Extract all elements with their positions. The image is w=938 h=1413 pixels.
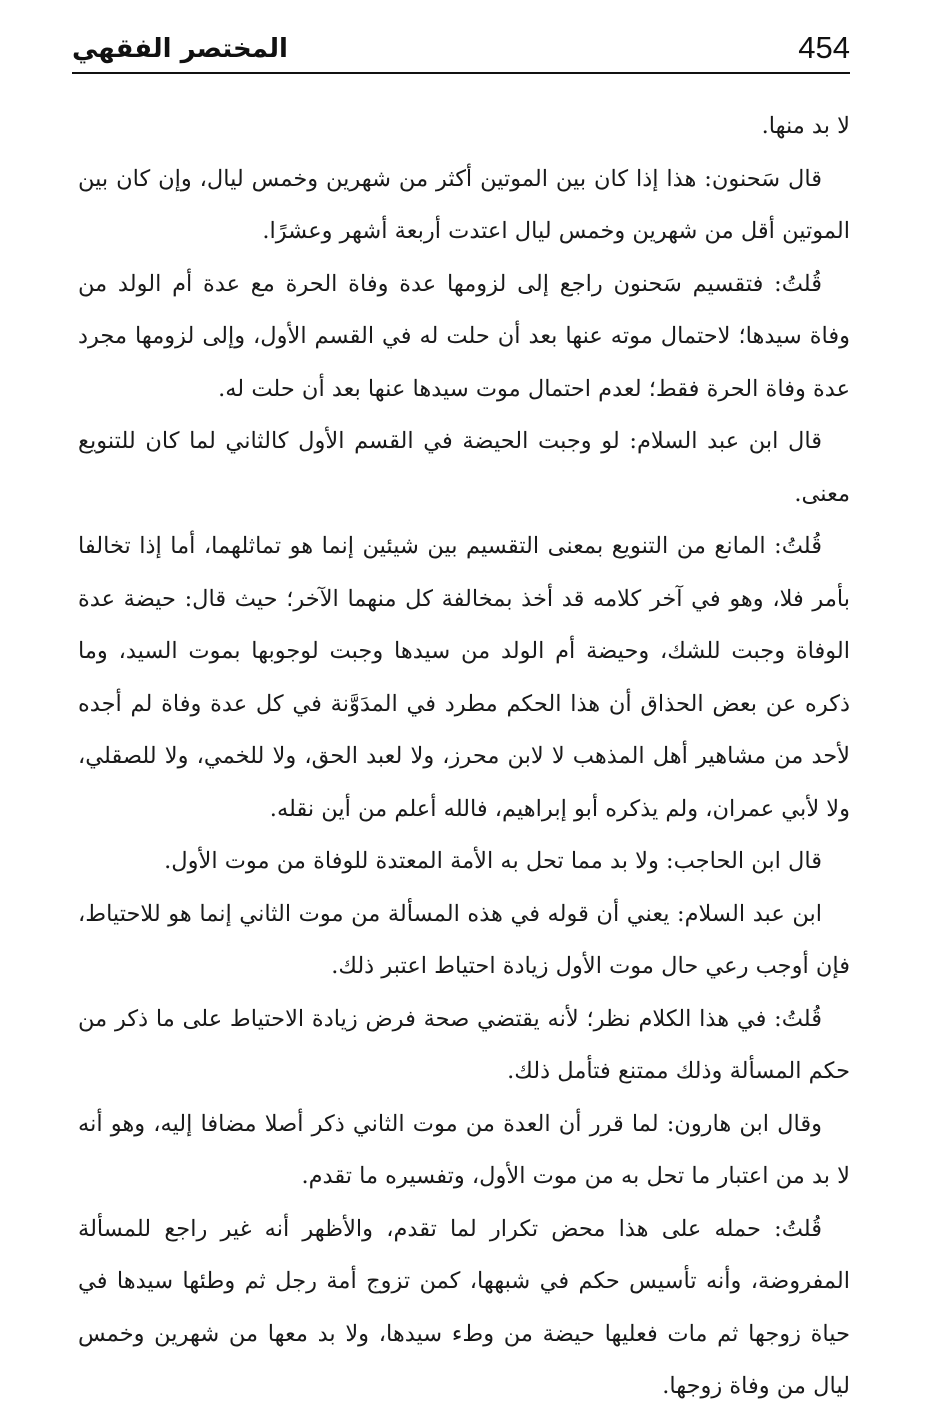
paragraph-ibn-harun: وقال ابن هارون: لما قرر أن العدة من موت الثاني ذكر أصلا مضافا إليه، وهو أنه لا بد من اعتبار ما تحل به من موت الأول، وتفسيره ما تقدم. (78, 1110, 850, 1189)
paragraph-qultu-4: قُلتُ: حمله على هذا محض تكرار لما تقدم، والأظهر أنه غير راجع للمسألة المفروضة، وأنه تأسيس حكم في شبهها، كمن تزوج أمة رجل ثم وطئها سيدها في حياة زوجها ثم مات فعليها حيضة من وطء سيدها، ولا بد معها من شهرين وخمس ليال من وفاة زوجها. (78, 1215, 850, 1399)
paragraph-ibn-alhajib: قال ابن الحاجب: ولا بد مما تحل به الأمة المعتدة للوفاة من موت الأول. (164, 848, 822, 874)
paragraph-qultu-1: قُلتُ: فتقسيم سَحنون راجع إلى لزومها عدة وفاة الحرة مع عدة أم الولد من وفاة سيدها؛ لاحتمال موته عنها بعد أن حلت له في القسم الأول، وإلى لزومها مجرد عدة وفاة الحرة فقط؛ لعدم احتمال موت سيدها عنها بعد أن حلت له. (78, 270, 850, 402)
paragraph-continuation: لا بد منها. (761, 113, 850, 139)
running-title: المختصر الفقهي (72, 34, 288, 64)
paragraph-ibn-abd-alsalam-1: قال ابن عبد السلام: لو وجبت الحيضة في القسم الأول كالثاني لما كان للتنويع معنى. (78, 428, 850, 507)
main-text (78, 100, 850, 1413)
page-header (72, 28, 850, 74)
header-divider (72, 72, 850, 74)
paragraph-qultu-2: قُلتُ: المانع من التنويع بمعنى التقسيم بين شيئين إنما هو تماثلهما، أما إذا تخالفا بأمر فلا، وهو في آخر كلامه قد أخذ بمخالفة كل منهما الآخر؛ حيث قال: حيضة عدة الوفاة وجبت للشك، وحيضة أم الولد من سيدها وجبت لوجوبها بموت السيد، وما ذكره عن بعض الحذاق أن هذا الحكم مطرد في المدَوَّنة في كل عدة وفاة لم أجده لأحد من مشاهير أهل المذهب لا لابن محرز، ولا لعبد الحق، ولا للخمي، ولا للصقلي، ولا لأبي عمران، ولم يذكره أبو إبراهيم، فالله أعلم من أين نقله. (78, 533, 850, 822)
paragraph-ibn-abd-alsalam-2: ابن عبد السلام: يعني أن قوله في هذه المسألة من موت الثاني إنما هو للاحتياط، فإن أوجب رعي حال موت الأول زيادة احتياط اعتبر ذلك. (78, 900, 850, 979)
page-number: 454 (798, 30, 850, 65)
paragraph-sahnun-quote: قال سَحنون: هذا إذا كان بين الموتين أكثر من شهرين وخمس ليال، وإن كان بين الموتين أقل من شهرين وخمس ليال اعتدت أربعة أشهر وعشرًا. (78, 165, 850, 244)
paragraph-qultu-3: قُلتُ: في هذا الكلام نظر؛ لأنه يقتضي صحة فرض زيادة الاحتياط على ما ذكر من حكم المسألة وذلك ممتنع فتأمل ذلك. (78, 1005, 850, 1084)
